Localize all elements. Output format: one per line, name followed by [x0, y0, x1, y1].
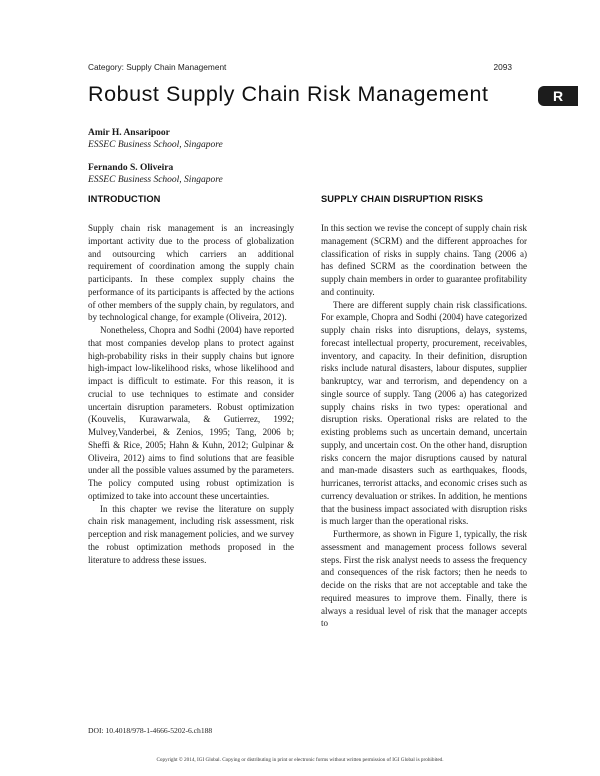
copyright-notice: Copyright © 2014, IGI Global. Copying or distributing in print or electronic forms without written permission of IGI Global is prohibited. [156, 757, 444, 763]
paragraph: Furthermore, as shown in Figure 1, typically, the risk assessment and management process follows several steps. First the risk analyst needs to assess the frequency and consequences of the risk factors; then he needs to decide on the risks that are not acceptable and take the required measures to improve them. Finally, there is always a residual level of risk that the manager accepts to [321, 529, 527, 629]
author-affiliation: ESSEC Business School, Singapore [88, 140, 223, 150]
author-block-2 [88, 162, 223, 186]
paragraph: Supply chain risk management is an increasingly important activity due to the process of globalization and outsourcing which carriers an additional requirement of coordination among the supply chain participants. In these complex supply chains the performance of its participants is affected by the actions of other members of the supply chain, by regulators, and by technological change, for example (Oliveira, 2012). [88, 223, 294, 323]
right-column [321, 194, 527, 630]
running-header-category: Category: Supply Chain Management [88, 62, 227, 72]
author-affiliation: ESSEC Business School, Singapore [88, 175, 223, 185]
doi-footnote: DOI: 10.4018/978-1-4666-5202-6.ch188 [88, 726, 213, 735]
section-heading-introduction: INTRODUCTION [88, 194, 161, 204]
paragraph: There are different supply chain risk classifications. For example, Chopra and Sodhi (2004) have categorized supply chain risks into disruptions, delays, systems, forecast intellectual property, procurement, receivables, inventory, and capacity. In their definition, disruption risks include natural disasters, labour disputes, supplier bankruptcy, war and terrorism, and dependency on a single source of supply. Tang (2006 a) has categorized supply chains risks in two types: operational and disruption risks. Operational risks are related to the existing problems such as uncertain demand, uncertain supply, and uncertain cost. On the other hand, disruption risks concern the major disruptions caused by natural and man-made disasters such as earthquakes, floods, hurricanes, terrorist attacks, and economic crises such as currency devaluation or strikes. In addition, he mentions that the business impact associated with disruption risks is much larger than the operational risks. [321, 299, 527, 527]
paragraph: Nonetheless, Chopra and Sodhi (2004) have reported that most companies develop plans to protect against high-probability risks in their supply chains but ignore high-impact low-likelihood risks, whose likelihood and impact is difficult to estimate. For this reason, it is crucial to use techniques to estimate and consider uncertain disruption parameters. Robust optimization (Kouvelis, Kurawarwala, & Gutierrez, 1992; Mulvey,Vanderbei, & Zenios, 1995; Tang, 2006 b; Sheffi & Rice, 2005; Hahn & Kuhn, 2012; Gulpinar & Oliveira, 2012) aims to find solutions that are feasible under all the possible values assumed by the parameters. The policy computed using robust optimization is optimized to take into account these uncertainties. [88, 325, 294, 501]
author-name: Fernando S. Oliveira [88, 163, 174, 173]
article-title: Robust Supply Chain Risk Management [88, 82, 489, 106]
paragraph: In this section we revise the concept of supply chain risk management (SCRM) and the different approaches for classification of risks in supply chains. Tang (2006 a) has defined SCRM as the coordination between the supply chain members in order to guarantee profitability and continuity. [321, 223, 527, 297]
section-tab-badge: R [538, 86, 578, 106]
left-column [88, 194, 294, 566]
author-block-1 [88, 127, 223, 151]
author-name: Amir H. Ansaripoor [88, 128, 170, 138]
page-number: 2093 [493, 62, 512, 72]
paragraph: In this chapter we revise the literature on supply chain risk management, including risk assessment, risk perception and risk management policies, and we survey the robust optimization methods proposed in the literature to address these issues. [88, 503, 294, 565]
section-heading-disruption-risks: SUPPLY CHAIN DISRUPTION RISKS [321, 194, 484, 204]
